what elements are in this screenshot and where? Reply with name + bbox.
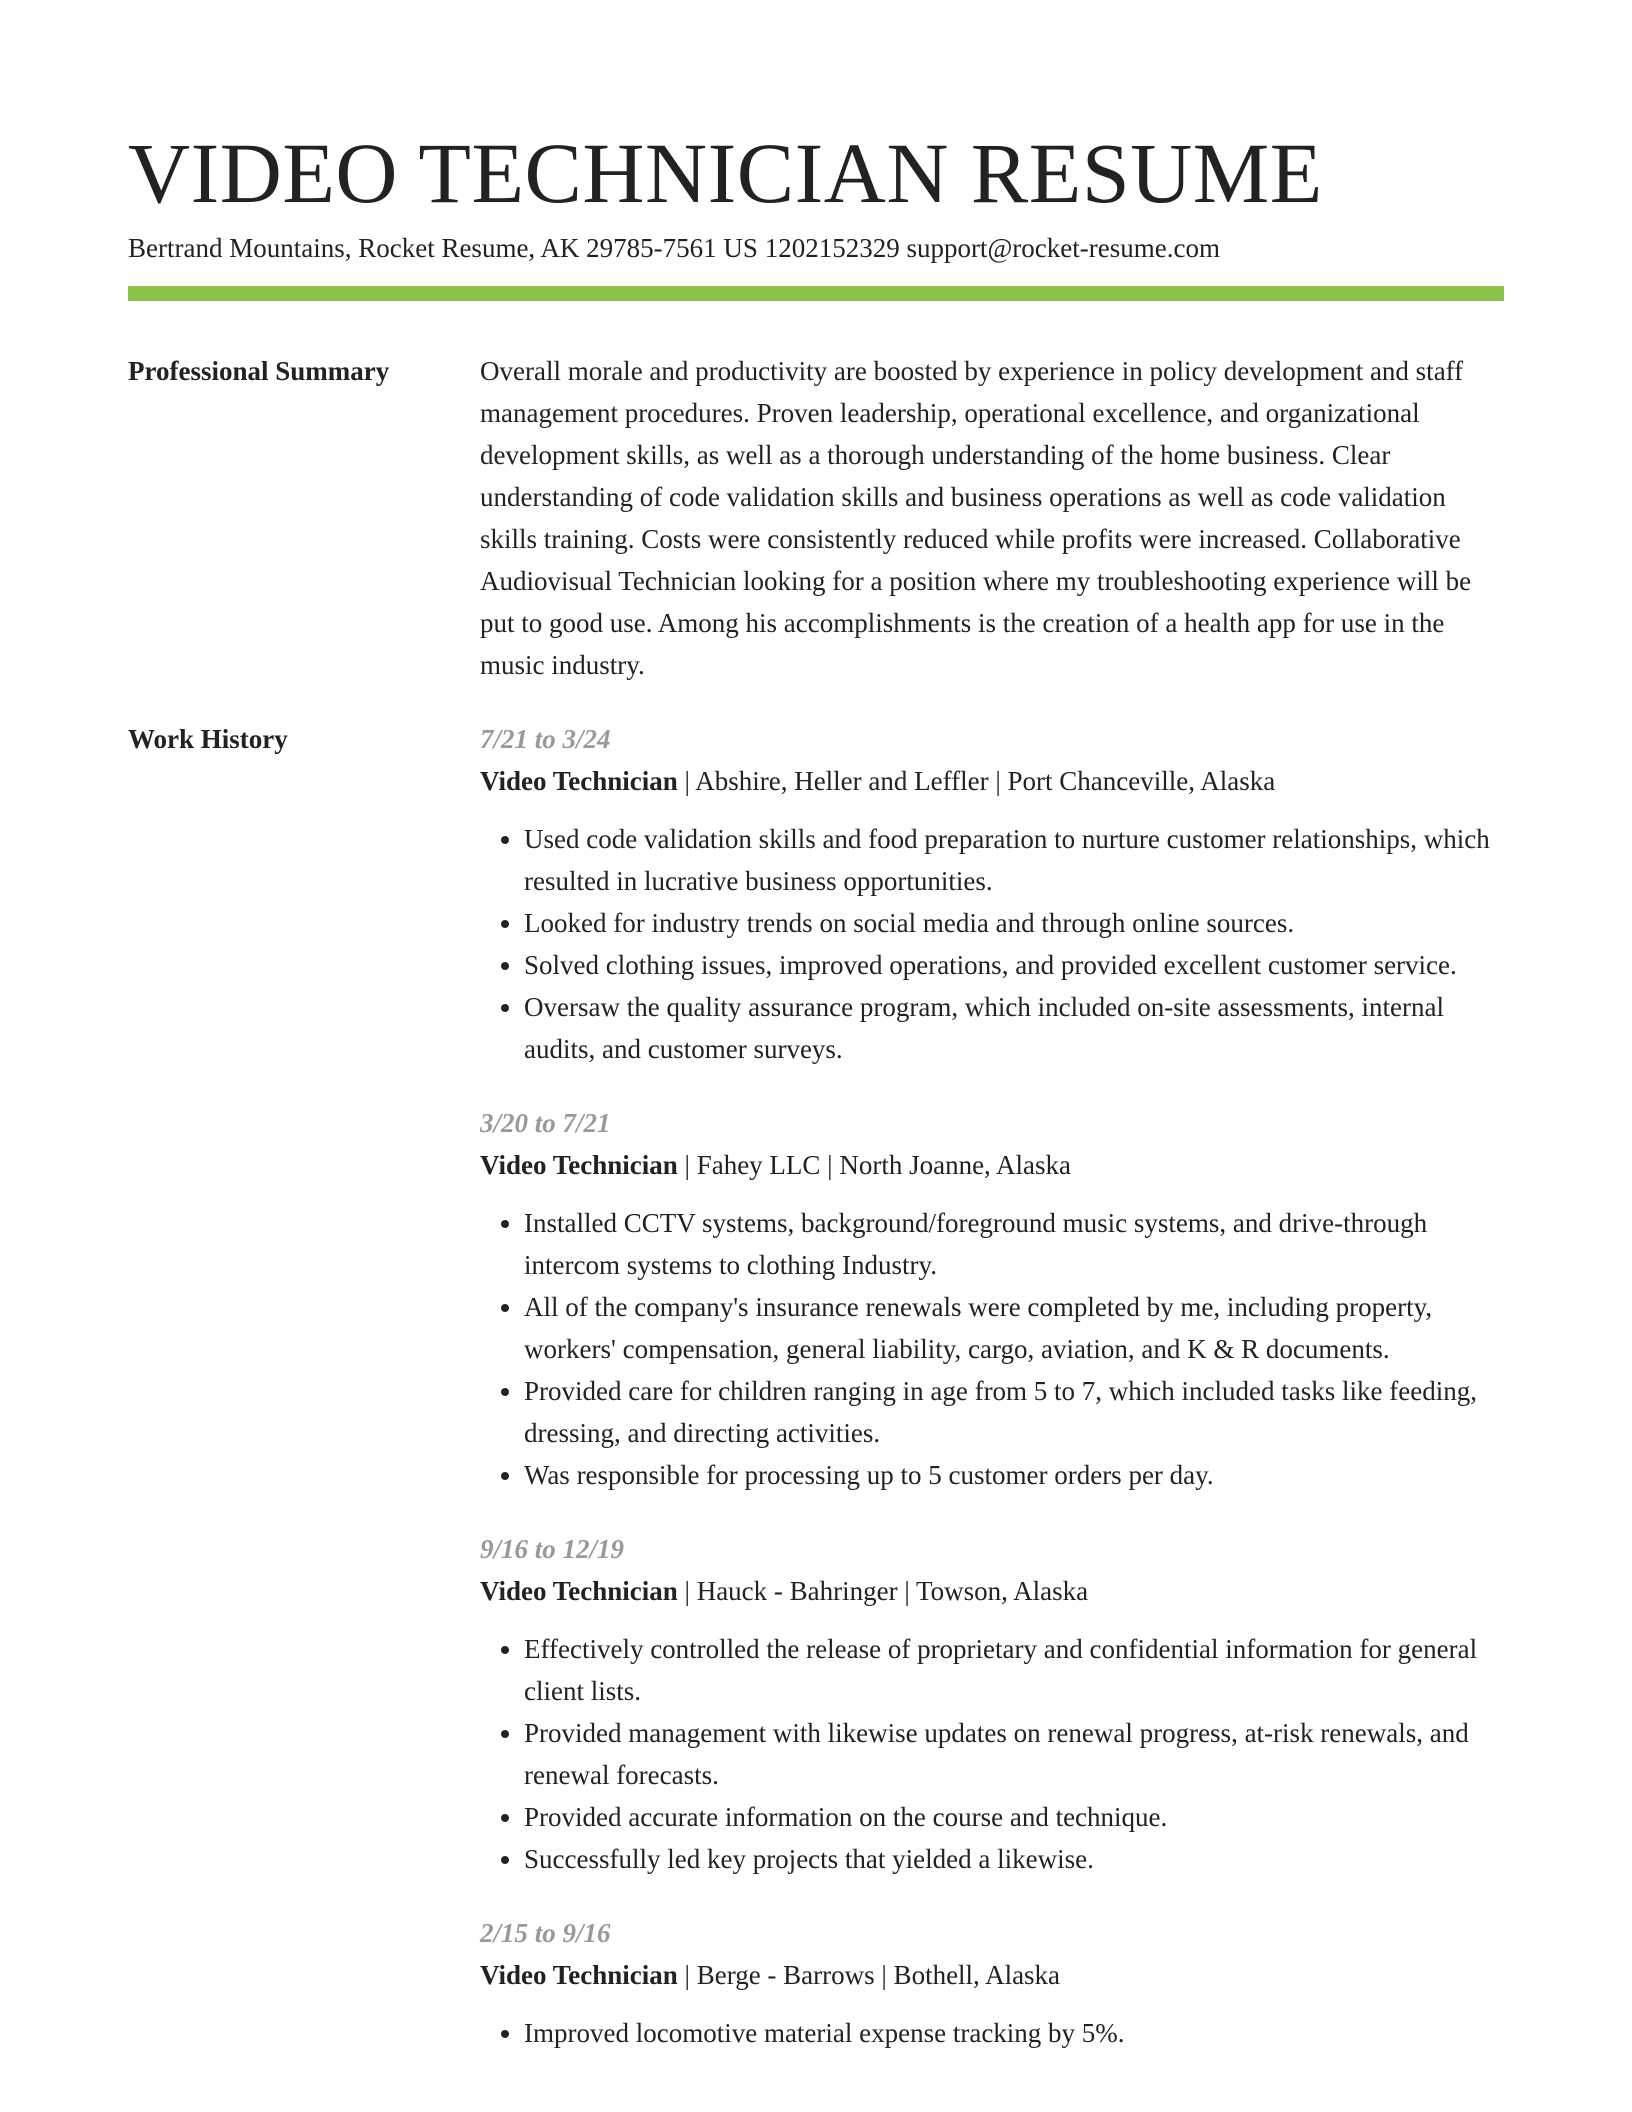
job-details: | Fahey LLC | North Joanne, Alaska: [677, 1150, 1072, 1180]
summary-text: Overall morale and productivity are boosted by experience in policy development and staff management procedures. Proven leadership, operational excellence, and organizational development skills, as well as a thorough understanding of the home business. Clear understanding of code validation skills and business operations as well as code validation skills training. Costs were consistently reduced while profits were increased. Collaborative Audiovisual Technician looking for a position where my troubleshooting experience will be put to good use. Among his accomplishments is the creation of a health app for use in the music industry.: [480, 356, 1472, 680]
job-entry: [480, 1102, 1504, 1496]
job-bullets: [480, 2012, 1504, 2054]
job-heading: [480, 1144, 1504, 1186]
job-heading: [480, 760, 1504, 802]
job-bullet: • Used code validation skills and food preparation to nurture customer relationships, which resulted in lucrative business opportunities.: [524, 818, 1504, 902]
contact-info: Bertrand Mountains, Rocket Resume, AK 29785-7561 US 1202152329 support@rocket-resume.com: [128, 233, 1220, 263]
job-dates: 9/16 to 12/19: [480, 1534, 625, 1564]
summary-heading: Professional Summary: [128, 356, 390, 386]
job-bullet: • Solved clothing issues, improved operations, and provided excellent customer service.: [524, 944, 1504, 986]
job-bullet: • Looked for industry trends on social media and through online sources.: [524, 902, 1504, 944]
job-bullet: • Improved locomotive material expense tracking by 5%.: [524, 2012, 1504, 2054]
job-entry: [480, 1912, 1504, 2054]
job-bullet: • Installed CCTV systems, background/foreground music systems, and drive-through intercom systems to clothing Industry.: [524, 1202, 1504, 1286]
job-heading: [480, 1954, 1504, 1996]
job-bullets: [480, 818, 1504, 1070]
header-divider: [128, 286, 1504, 301]
job-details: | Berge - Barrows | Bothell, Alaska: [677, 1960, 1061, 1990]
job-details: | Hauck - Bahringer | Towson, Alaska: [677, 1576, 1089, 1606]
job-bullet: • All of the company's insurance renewals were completed by me, including property, workers' compensation, general liability, cargo, aviation, and K & R documents.: [524, 1286, 1504, 1370]
job-dates: 3/20 to 7/21: [480, 1108, 611, 1138]
job-title: Video Technician: [480, 1150, 678, 1180]
job-entry: [480, 718, 1504, 1070]
job-heading: [480, 1570, 1504, 1612]
job-title: Video Technician: [480, 766, 678, 796]
job-entry: [480, 1528, 1504, 1880]
job-bullets: [480, 1628, 1504, 1880]
job-bullets: [480, 1202, 1504, 1496]
job-bullet: • Provided management with likewise updates on renewal progress, at-risk renewals, and renewal forecasts.: [524, 1712, 1504, 1796]
job-dates: 2/15 to 9/16: [480, 1918, 611, 1948]
job-details: | Abshire, Heller and Leffler | Port Chanceville, Alaska: [677, 766, 1276, 796]
job-bullet: • Provided accurate information on the course and technique.: [524, 1796, 1504, 1838]
job-bullet: • Oversaw the quality assurance program, which included on-site assessments, internal audits, and customer surveys.: [524, 986, 1504, 1070]
job-title: Video Technician: [480, 1960, 678, 1990]
work-history-heading: Work History: [128, 724, 288, 754]
summary-body: [480, 350, 1504, 686]
job-bullet: • Successfully led key projects that yielded a likewise.: [524, 1838, 1504, 1880]
job-bullet: • Provided care for children ranging in age from 5 to 7, which included tasks like feeding, dressing, and directing activities.: [524, 1370, 1504, 1454]
resume-title: VIDEO TECHNICIAN RESUME: [128, 125, 1323, 221]
job-dates: 7/21 to 3/24: [480, 724, 611, 754]
job-bullet: • Effectively controlled the release of proprietary and confidential information for general client lists.: [524, 1628, 1504, 1712]
work-history-body: [480, 718, 1504, 2086]
job-title: Video Technician: [480, 1576, 678, 1606]
job-bullet: • Was responsible for processing up to 5 customer orders per day.: [524, 1454, 1504, 1496]
